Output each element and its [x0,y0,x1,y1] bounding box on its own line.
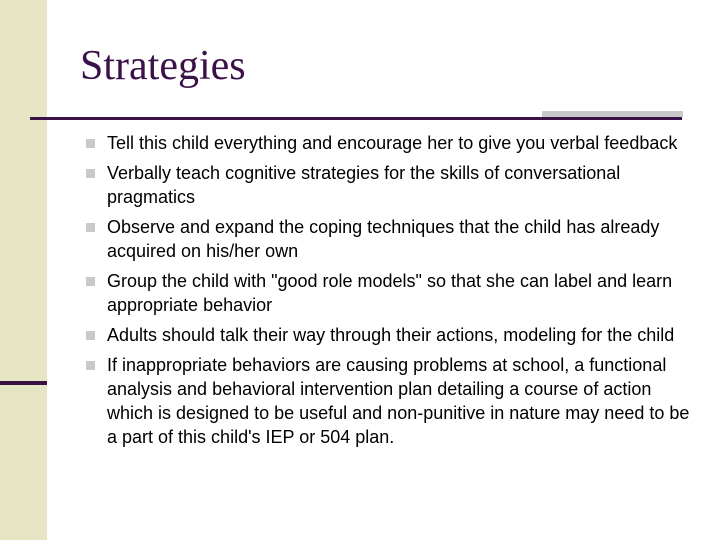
square-bullet-icon [86,361,95,370]
bullet-list [82,131,692,455]
list-item [82,215,692,263]
title-divider [30,117,682,120]
square-bullet-icon [86,169,95,178]
bullet-text: If inappropriate behaviors are causing problems at school, a functional analysis and behavioral intervention plan detailing a course of action which is designed to be useful and non-punitive in nature may need to be a part of this child's IEP or 504 plan. [107,355,690,447]
square-bullet-icon [86,331,95,340]
slide-title: Strategies [80,43,246,89]
list-item [82,161,692,209]
bullet-text: Group the child with "good role models" so that she can label and learn appropriate behavior [107,271,673,315]
bullet-text: Adults should talk their way through their actions, modeling for the child [107,325,675,345]
square-bullet-icon [86,139,95,148]
square-bullet-icon [86,223,95,232]
sidebar-band [0,0,47,540]
list-item [82,269,692,317]
sidebar-rule [0,381,47,385]
bullet-text: Verbally teach cognitive strategies for the skills of conversational pragmatics [107,163,621,207]
list-item [82,323,692,347]
list-item [82,131,692,155]
list-item [82,353,692,449]
bullet-text: Observe and expand the coping techniques that the child has already acquired on his/her own [107,217,660,261]
square-bullet-icon [86,277,95,286]
bullet-text: Tell this child everything and encourage her to give you verbal feedback [107,133,678,153]
